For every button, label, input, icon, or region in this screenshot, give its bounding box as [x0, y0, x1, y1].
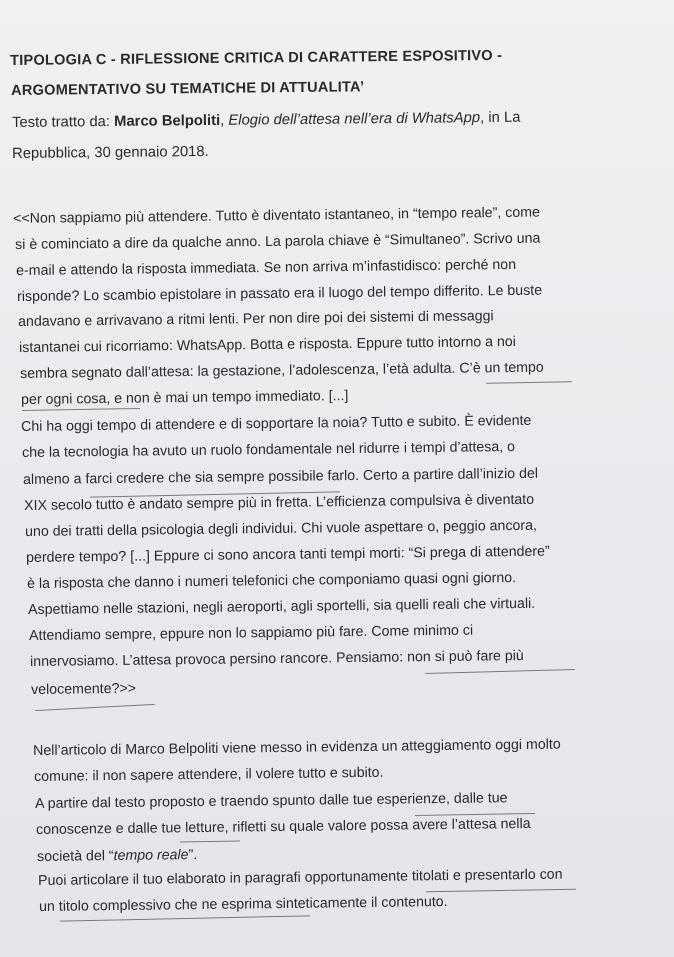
title-line-1: TIPOLOGIA C - RIFLESSIONE CRITICA DI CARATTERE ESPOSITIVO -	[10, 47, 503, 69]
source-author: Marco Belpoliti	[114, 112, 221, 130]
excerpt-line: uno dei tratti della psicologia degli individui. Chi vuole aspettare o, peggio ancora,	[25, 517, 538, 540]
prompt-line5-italic: tempo reale	[113, 847, 189, 865]
excerpt-line: è la risposta che danno i numeri telefonici che componiamo quasi ogni giorno.	[27, 570, 517, 592]
excerpt-line: velocemente?>>	[31, 680, 137, 698]
source-prefix: Testo tratto da:	[12, 113, 115, 131]
excerpt-line: che la tecnologia ha avuto un ruolo fondamentale nel ridurre i tempi d’attesa, o	[22, 438, 516, 461]
excerpt-line: sembra segnato dall’attesa: la gestazione, l’adolescenza, l’età adulta. C’è un tempo	[20, 359, 544, 382]
source-work: Elogio dell’attesa nell’era di WhatsApp	[228, 110, 481, 129]
pencil-underline	[486, 381, 572, 384]
excerpt-line: per ogni cosa, e non è mai un tempo immediato. [...]	[21, 388, 349, 408]
excerpt-line: innervosiamo. L’attesa provoca persino rancore. Pensiamo: non si può fare più	[30, 647, 524, 670]
prompt-line: Puoi articolare il tuo elaborato in paragrafi opportunamente titolati e presentarlo con	[38, 866, 563, 889]
excerpt-line: e-mail e attendo la risposta immediata. Se non arriva m’infastidisco: perché non	[16, 256, 517, 279]
excerpt-line: Attendiamo sempre, eppure non lo sappiamo più fare. Come minimo ci	[29, 622, 474, 644]
title-line-2: ARGOMENTATIVO SU TEMATICHE DI ATTUALITA’	[11, 79, 365, 99]
excerpt-line: almeno a farci credere che sia sempre possibile farlo. Certo a partire dall’inizio del	[23, 465, 539, 488]
prompt-line: Nell’articolo di Marco Belpoliti viene messo in evidenza un atteggiamento oggi molto	[33, 736, 561, 759]
prompt-line	[37, 846, 197, 866]
prompt-line: conoscenze e dalle tue letture, rifletti su quale valore possa avere l’attesa nella	[36, 815, 531, 838]
prompt-line5-suffix: ”.	[188, 847, 198, 864]
excerpt-line: si è cominciato a dire da qualche anno. La parola chiave è “Simultaneo”. Scrivo una	[15, 230, 541, 253]
excerpt-line: Aspettiamo nelle stazioni, negli aeroporti, agli sportelli, sia quelli reali che virtuali.	[28, 595, 536, 618]
pencil-underline	[180, 840, 240, 842]
source-line-1	[12, 109, 520, 132]
source-suffix: , in La	[479, 109, 521, 127]
prompt-line: A partire dal testo proposto e traendo spunto dalle tue esperienze, dalle tue	[35, 790, 508, 812]
source-sep: ,	[220, 112, 229, 129]
excerpt-line: risponde? Lo scambio epistolare in passato era il luogo del tempo differito. Le buste	[17, 282, 543, 305]
pencil-underline	[60, 915, 310, 921]
prompt-line5-prefix: società del “	[37, 848, 114, 865]
excerpt-line: perdere tempo? [...] Eppure ci sono ancora tanti tempi morti: “Si prega di attendere”	[26, 543, 550, 566]
excerpt-line: istantanei cui ricorriamo: WhatsApp. Botta e risposta. Eppure tutto intorno a noi	[19, 333, 516, 356]
excerpt-line: andavano e arrivavano a ritmi lenti. Per non dire poi dei sistemi di messaggi	[18, 308, 494, 330]
pencil-underline	[425, 669, 575, 674]
excerpt-line: XIX secolo tutto è andato sempre più in fretta. L’efficienza compulsiva è diventato	[24, 491, 535, 514]
excerpt-line: Chi ha oggi tempo di attendere e di sopportare la noia? Tutto e subito. È evidente	[21, 412, 532, 435]
pencil-underline	[35, 704, 155, 711]
excerpt-line: <<Non sappiamo più attendere. Tutto è diventato istantaneo, in “tempo reale”, come	[13, 204, 541, 227]
prompt-line: un titolo complessivo che ne esprima sinteticamente il contenuto.	[39, 894, 448, 915]
pencil-underline	[426, 889, 576, 893]
source-line-2: Repubblica, 30 gennaio 2018.	[12, 143, 209, 162]
prompt-line: comune: il non sapere attendere, il volere tutto e subito.	[34, 764, 384, 785]
